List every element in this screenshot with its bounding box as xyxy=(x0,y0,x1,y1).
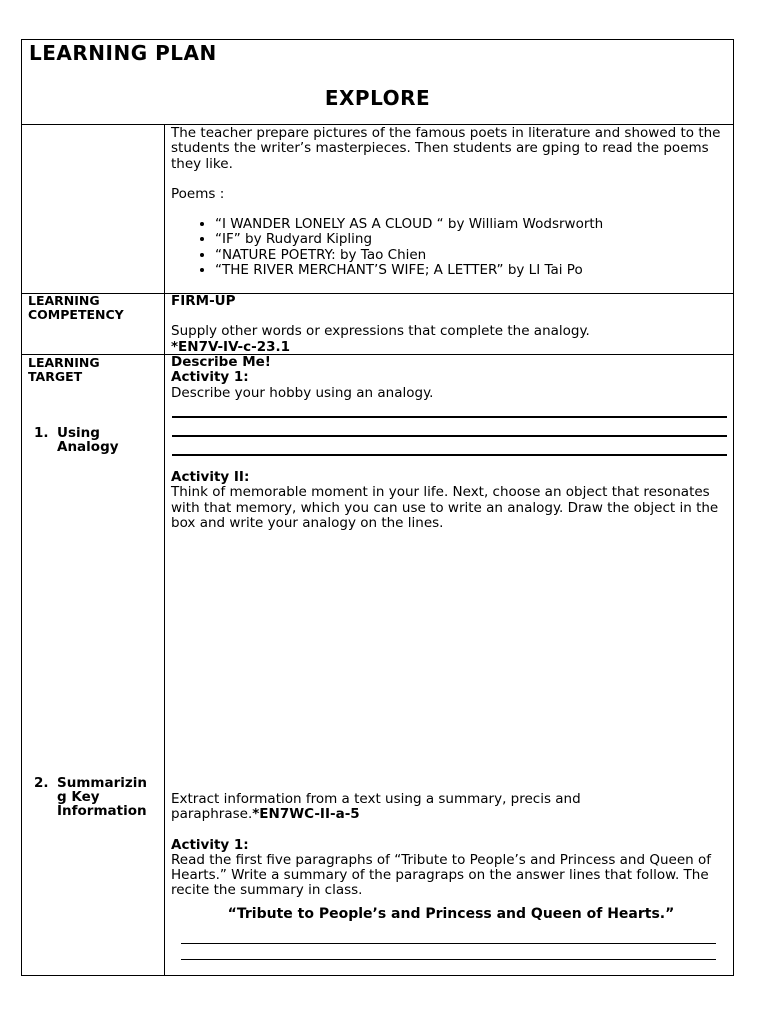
column-divider xyxy=(164,125,165,976)
item-text: Using Analogy xyxy=(57,425,119,455)
summary-intro xyxy=(171,792,731,823)
reading-title: “Tribute to People’s and Princess and Queen of Hearts.” xyxy=(227,905,675,922)
list-item: • “THE RIVER MERCHANT’S WIFE; A LETTER” by LI Tai Po xyxy=(215,263,726,278)
learning-competency-label: LEARNING COMPETENCY xyxy=(28,293,124,322)
answer-line xyxy=(181,959,716,960)
activity-2-text: Think of memorable moment in your life. Next, choose an object that resonates with that memory, which you can use to write an analogy. Draw the object in the box and write your analogy on the lines. xyxy=(171,484,719,531)
section-title: EXPLORE xyxy=(324,86,431,110)
summary-intro-text: Extract information from a text using a summary, precis and paraphrase. xyxy=(171,791,581,823)
item-text: Summarizin g Key Information xyxy=(57,775,147,819)
answer-line xyxy=(172,416,727,418)
competency-text: Supply other words or expressions that complete the analogy. xyxy=(171,323,590,340)
answer-line xyxy=(172,435,727,437)
learning-plan-table xyxy=(21,39,734,976)
activity-1-title: Activity 1: xyxy=(171,369,249,386)
activity-2-title: Activity II: xyxy=(171,469,250,485)
answer-line xyxy=(172,454,727,456)
firm-up-heading: FIRM-UP xyxy=(171,293,236,309)
summary-cell xyxy=(171,792,731,922)
learning-target-label: LEARNING TARGET xyxy=(28,355,100,384)
item-number: 2. xyxy=(34,775,49,791)
describe-me-title: Describe Me! xyxy=(171,354,271,370)
item-number: 1. xyxy=(34,425,49,441)
answer-line xyxy=(181,943,716,944)
activity-1-text: Describe your hobby using an analogy. xyxy=(171,384,434,401)
list-item: • “NATURE POETRY: by Tao Chien xyxy=(215,248,726,263)
activity-2-cell xyxy=(171,470,726,531)
summary-activity-1-title: Activity 1: xyxy=(171,836,249,853)
poems-list xyxy=(171,217,726,278)
summary-code: *EN7WC-II-a-5 xyxy=(252,806,360,823)
title-row xyxy=(22,40,733,125)
answer-line xyxy=(181,975,716,976)
poems-label: Poems : xyxy=(171,185,225,202)
list-item: • “I WANDER LONELY AS A CLOUD “ by William Wodsrworth xyxy=(215,217,726,232)
list-item: • “IF” by Rudyard Kipling xyxy=(215,232,726,247)
document-title: LEARNING PLAN xyxy=(29,41,217,65)
describe-me-cell xyxy=(171,355,726,401)
competency-code: *EN7V-IV-c-23.1 xyxy=(171,338,291,355)
explore-intro: The teacher prepare pictures of the famous poets in literature and showed to the students the writer’s masterpieces. Then students are gping to read the poems they like. xyxy=(171,125,721,172)
summary-activity-1-text: Read the first five paragraphs of “Tribute to People’s and Princess and Queen of Hearts.” Write a summary of the paragraps on the answer lines that follow. The recite the summary in class. xyxy=(171,851,711,899)
competency-cell xyxy=(171,294,726,355)
explore-cell xyxy=(171,126,726,278)
